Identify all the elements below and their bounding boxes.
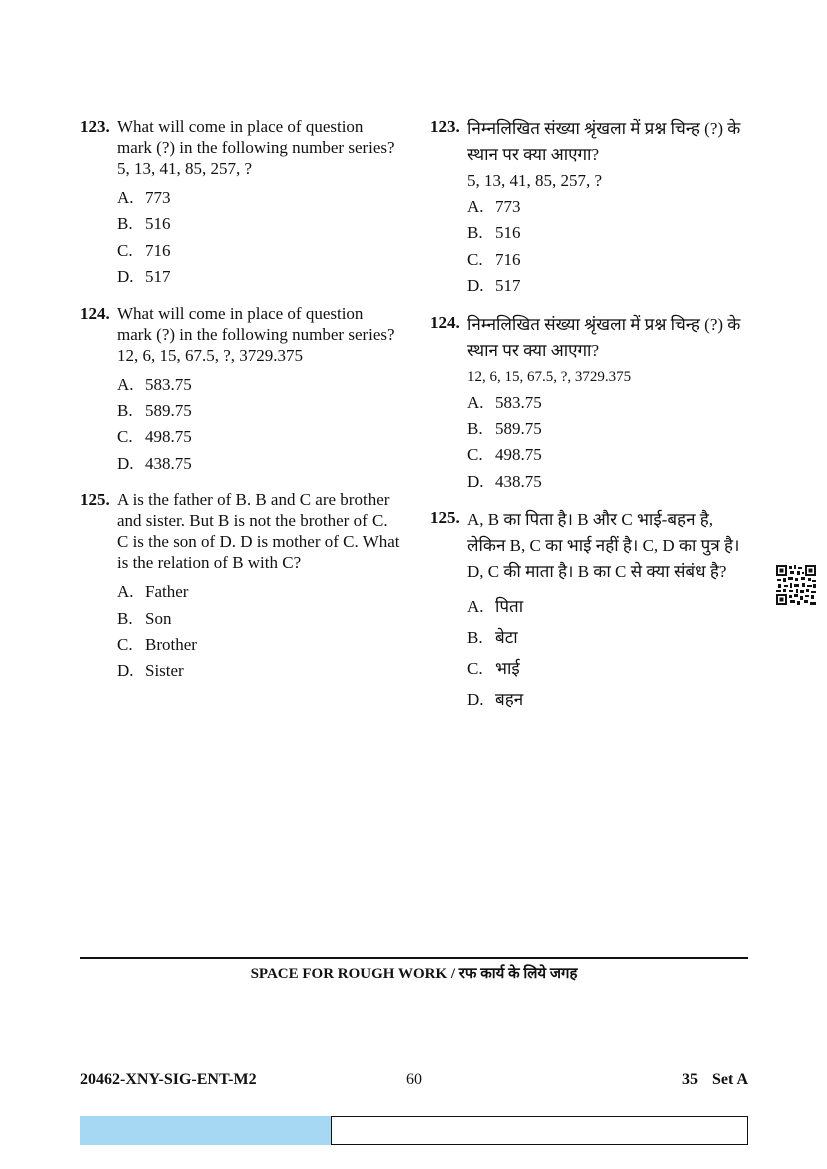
- question-number: 124.: [430, 312, 460, 332]
- option-a: A. 583.75: [467, 392, 542, 412]
- question-number: 123.: [80, 117, 110, 136]
- option-d: D. 517: [467, 276, 521, 296]
- options-list: [117, 372, 400, 478]
- rough-work-label: SPACE FOR ROUGH WORK / रफ कार्य के लिये जगह: [250, 966, 578, 982]
- option-d: D. बहन: [467, 690, 524, 710]
- question-number: 123.: [430, 117, 460, 136]
- option-d: D. 438.75: [467, 471, 542, 491]
- question-number: 125.: [80, 490, 110, 510]
- question-124-hi: [430, 312, 750, 496]
- question-series: 5, 13, 41, 85, 257, ?: [117, 159, 253, 178]
- footer-color-bar: [80, 1116, 331, 1145]
- option-c: C. 498.75: [117, 427, 192, 447]
- question-series: 5, 13, 41, 85, 257, ?: [467, 171, 603, 190]
- rough-work-divider: [80, 957, 748, 959]
- question-text: What will come in place of question mark (?) in the following number series?: [117, 117, 395, 157]
- paper-code: 20462-XNY-SIG-ENT-M2: [80, 1071, 257, 1088]
- hindi-questions: [430, 116, 750, 715]
- set-label: Set A: [712, 1071, 748, 1088]
- option-b: B. Son: [117, 608, 172, 628]
- option-c: C. Brother: [117, 635, 197, 655]
- option-b: B. 516: [117, 214, 171, 234]
- option-b: B. 516: [467, 223, 521, 243]
- option-b: B. 589.75: [467, 419, 542, 439]
- question-text: निम्नलिखित संख्या श्रृंखला में प्रश्न चिन्ह (?) के स्थान पर क्या आएगा?: [467, 119, 741, 164]
- options-list: [467, 390, 750, 496]
- options-list: [117, 185, 400, 291]
- question-125-hi: [430, 507, 750, 715]
- option-a: A. 583.75: [117, 374, 192, 394]
- options-list: [467, 591, 750, 715]
- option-d: D. 438.75: [117, 453, 192, 473]
- question-123-en: [80, 116, 400, 291]
- option-d: D. Sister: [117, 661, 184, 681]
- question-text: A, B का पिता है। B और C भाई-बहन है, लेकिन B, C का भाई नहीं है। C, D का पुत्र है। D, C की माता है। B का C से क्या संबंध है?: [467, 510, 740, 582]
- question-series: 12, 6, 15, 67.5, ?, 3729.375: [467, 368, 632, 385]
- options-list: [467, 194, 750, 300]
- question-series: 12, 6, 15, 67.5, ?, 3729.375: [117, 345, 304, 365]
- option-c: C. 716: [467, 249, 521, 269]
- question-number: 124.: [80, 303, 110, 323]
- option-a: A. Father: [117, 582, 189, 602]
- option-c: C. 498.75: [467, 445, 542, 465]
- question-number: 125.: [430, 508, 460, 528]
- question-text: What will come in place of question mark (?) in the following number series?: [117, 303, 395, 344]
- option-c: C. 716: [117, 240, 171, 260]
- question-124-en: [80, 303, 400, 478]
- booklet-number: 35: [682, 1071, 698, 1088]
- question-text: A is the father of B. B and C are brother and sister. But B is not the brother of C. C is the son of D. D is mother of C. What is the relation of B with C?: [117, 490, 400, 573]
- option-a: A. 773: [467, 197, 521, 216]
- question-text: निम्नलिखित संख्या श्रृंखला में प्रश्न चिन्ह (?) के स्थान पर क्या आएगा?: [467, 314, 741, 360]
- footer-set-info: [682, 1071, 748, 1089]
- page-number: 60: [406, 1071, 422, 1088]
- qr-code-icon: [776, 565, 816, 605]
- option-b: B. बेटा: [467, 628, 518, 648]
- option-c: C. भाई: [467, 659, 520, 679]
- option-d: D. 517: [117, 267, 171, 287]
- question-123-hi: [430, 116, 750, 300]
- option-a: A. 773: [117, 188, 171, 207]
- english-questions: [80, 116, 400, 685]
- option-b: B. 589.75: [117, 401, 192, 421]
- options-list: [117, 579, 400, 685]
- option-a: A. पिता: [467, 597, 524, 617]
- question-125-en: [80, 489, 400, 685]
- footer-empty-box: [331, 1116, 748, 1145]
